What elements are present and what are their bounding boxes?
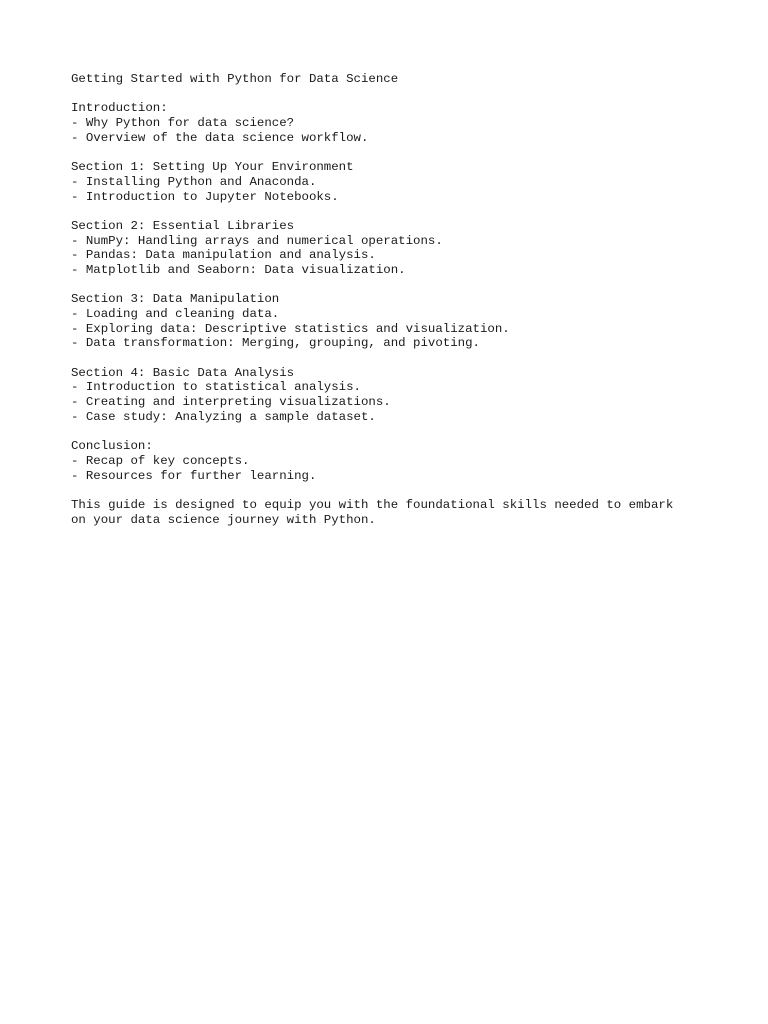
section-heading: Section 2: Essential Libraries [71,218,295,233]
section-heading: Introduction: [71,101,168,116]
document-body [71,72,731,527]
title-block [71,72,731,87]
section-4 [71,366,731,425]
list-item: - Resources for further learning. [71,468,317,483]
list-item: - Creating and interpreting visualizations. [71,395,391,410]
list-item: - Case study: Analyzing a sample dataset. [71,409,376,424]
section-1 [71,160,731,204]
list-item: - Pandas: Data manipulation and analysis. [71,248,376,263]
list-item: - Why Python for data science? [71,116,295,131]
list-item: - Introduction to statistical analysis. [71,380,361,395]
list-item: - Overview of the data science workflow. [71,130,369,145]
section-introduction [71,101,731,145]
closing-line: on your data science journey with Python. [71,512,376,527]
section-heading: Conclusion: [71,439,153,454]
list-item: - Matplotlib and Seaborn: Data visualization. [71,262,406,277]
section-3 [71,292,731,351]
list-item: - Loading and cleaning data. [71,307,280,321]
document-title: Getting Started with Python for Data Science [71,72,399,86]
list-item: - NumPy: Handling arrays and numerical operations. [71,233,443,248]
list-item: - Recap of key concepts. [71,453,250,468]
closing-line: This guide is designed to equip you with the foundational skills needed to embark [71,497,674,512]
list-item: - Data transformation: Merging, grouping, and pivoting. [71,336,480,351]
list-item: - Exploring data: Descriptive statistics and visualization. [71,321,510,336]
section-heading: Section 3: Data Manipulation [71,292,280,307]
list-item: - Installing Python and Anaconda. [71,174,317,189]
section-heading: Section 4: Basic Data Analysis [71,365,295,380]
section-conclusion [71,439,731,483]
list-item: - Introduction to Jupyter Notebooks. [71,189,339,204]
section-2 [71,219,731,278]
section-heading: Section 1: Setting Up Your Environment [71,160,354,175]
closing-paragraph [71,498,731,527]
